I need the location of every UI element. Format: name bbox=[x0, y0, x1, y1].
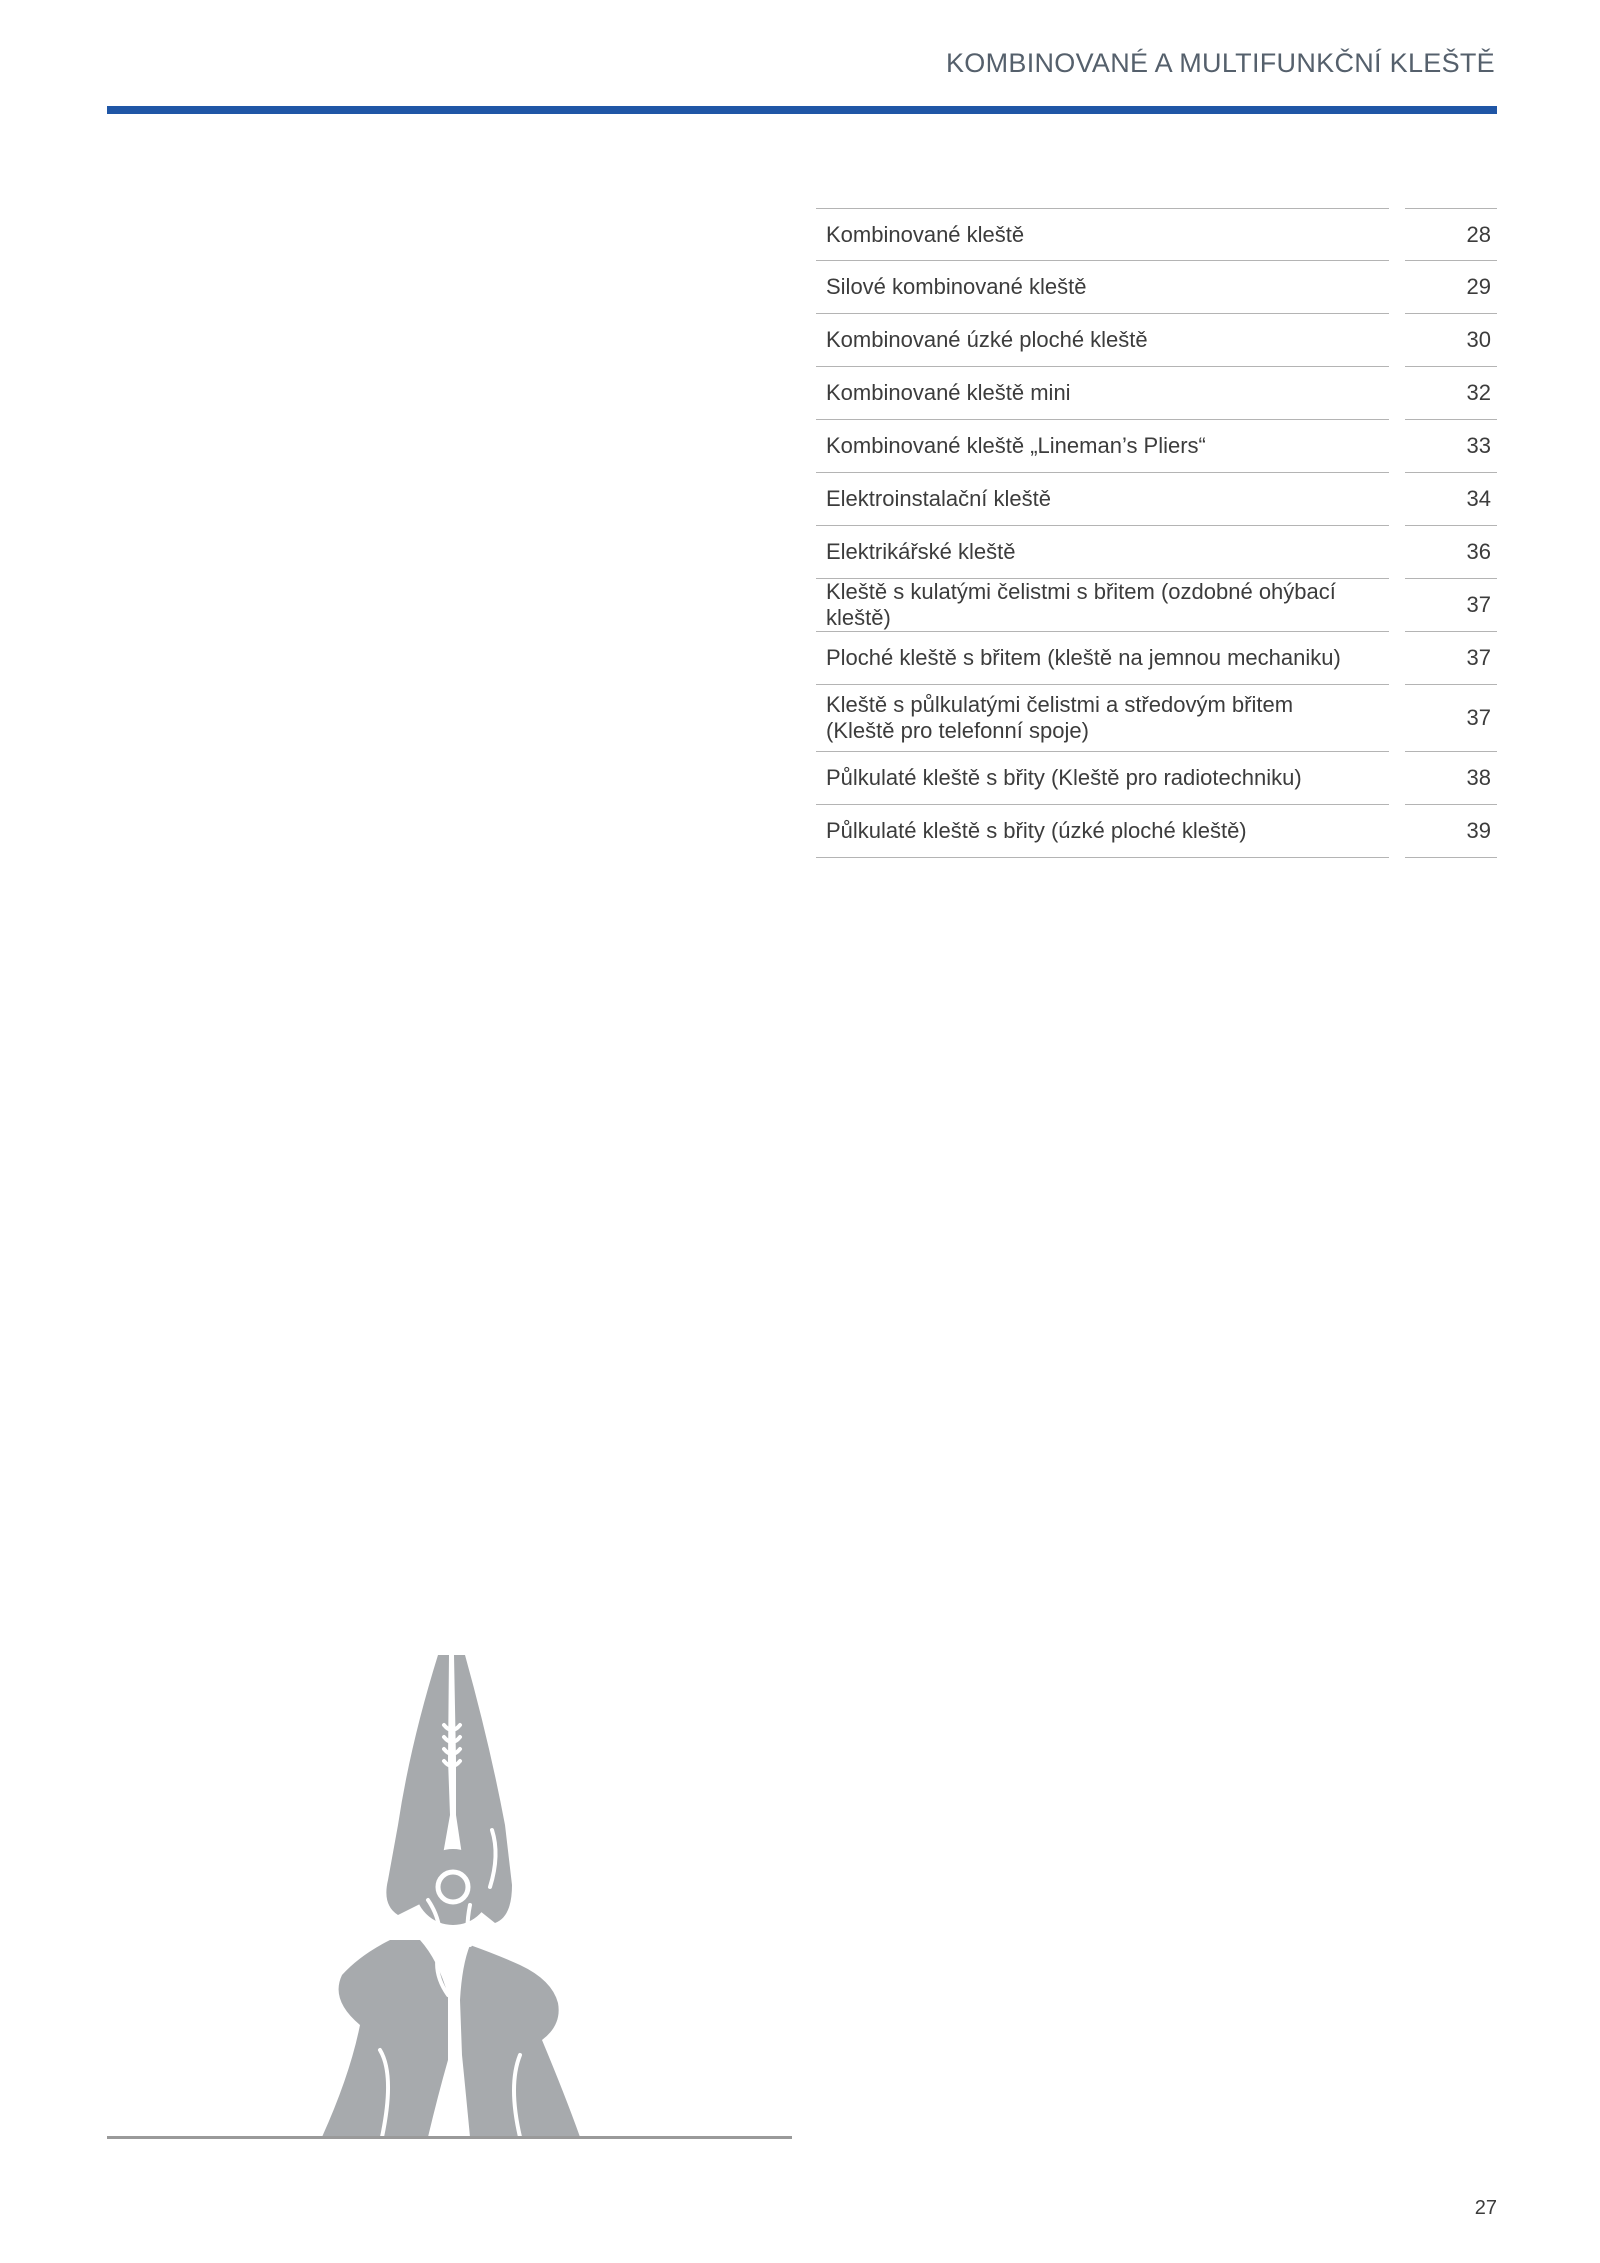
toc-entry-title[interactable]: Elektrikářské kleště bbox=[816, 526, 1389, 579]
toc-row[interactable] bbox=[816, 473, 1497, 526]
toc-entry-page[interactable]: 37 bbox=[1405, 685, 1497, 752]
toc-row[interactable] bbox=[816, 420, 1497, 473]
toc-entry-title[interactable]: Kleště s kulatými čelistmi s břitem (ozdobné ohýbací kleště) bbox=[816, 579, 1389, 632]
toc-entry-page[interactable]: 34 bbox=[1405, 473, 1497, 526]
pliers-icon bbox=[320, 1655, 600, 2137]
toc-row[interactable] bbox=[816, 632, 1497, 685]
toc-entry-page[interactable]: 29 bbox=[1405, 261, 1497, 314]
toc-entry-title[interactable]: Kombinované úzké ploché kleště bbox=[816, 314, 1389, 367]
page-number: 27 bbox=[1474, 2197, 1497, 2219]
toc-entry-page[interactable]: 30 bbox=[1405, 314, 1497, 367]
toc-row[interactable] bbox=[816, 805, 1497, 858]
toc-row[interactable] bbox=[816, 208, 1497, 261]
toc-row[interactable] bbox=[816, 579, 1497, 632]
toc-entry-title[interactable]: Silové kombinované kleště bbox=[816, 261, 1389, 314]
toc-entry-page[interactable]: 37 bbox=[1405, 579, 1497, 632]
table-of-contents bbox=[816, 208, 1497, 858]
toc-entry-page[interactable]: 32 bbox=[1405, 367, 1497, 420]
toc-entry-page[interactable]: 36 bbox=[1405, 526, 1497, 579]
toc-entry-title-line-1: Kleště s půlkulatými čelistmi a středovým břitem bbox=[826, 692, 1294, 717]
toc-entry-title[interactable]: Kombinované kleště bbox=[816, 208, 1389, 261]
toc-entry-title[interactable]: Ploché kleště s břitem (kleště na jemnou mechaniku) bbox=[816, 632, 1389, 685]
header-rule bbox=[107, 106, 1497, 114]
page-header-title: KOMBINOVANÉ A MULTIFUNKČNÍ KLEŠTĚ bbox=[945, 48, 1495, 78]
footer-rule bbox=[107, 2136, 792, 2139]
toc-entry-title[interactable] bbox=[816, 685, 1389, 752]
toc-entry-page[interactable]: 28 bbox=[1405, 208, 1497, 261]
toc-entry-title[interactable]: Půlkulaté kleště s břity (Kleště pro radiotechniku) bbox=[816, 752, 1389, 805]
toc-entry-page[interactable]: 37 bbox=[1405, 632, 1497, 685]
toc-entry-page[interactable]: 39 bbox=[1405, 805, 1497, 858]
toc-entry-title[interactable]: Kombinované kleště mini bbox=[816, 367, 1389, 420]
toc-row[interactable] bbox=[816, 752, 1497, 805]
toc-entry-page[interactable]: 33 bbox=[1405, 420, 1497, 473]
toc-row[interactable] bbox=[816, 685, 1497, 752]
toc-row[interactable] bbox=[816, 526, 1497, 579]
toc-entry-page[interactable]: 38 bbox=[1405, 752, 1497, 805]
toc-entry-title[interactable]: Půlkulaté kleště s břity (úzké ploché kleště) bbox=[816, 805, 1389, 858]
toc-entry-title[interactable]: Elektroinstalační kleště bbox=[816, 473, 1389, 526]
toc-entry-title-line-2: (Kleště pro telefonní spoje) bbox=[826, 718, 1089, 743]
toc-entry-title[interactable]: Kombinované kleště „Lineman’s Pliers“ bbox=[816, 420, 1389, 473]
toc-row[interactable] bbox=[816, 314, 1497, 367]
toc-row[interactable] bbox=[816, 261, 1497, 314]
toc-row[interactable] bbox=[816, 367, 1497, 420]
